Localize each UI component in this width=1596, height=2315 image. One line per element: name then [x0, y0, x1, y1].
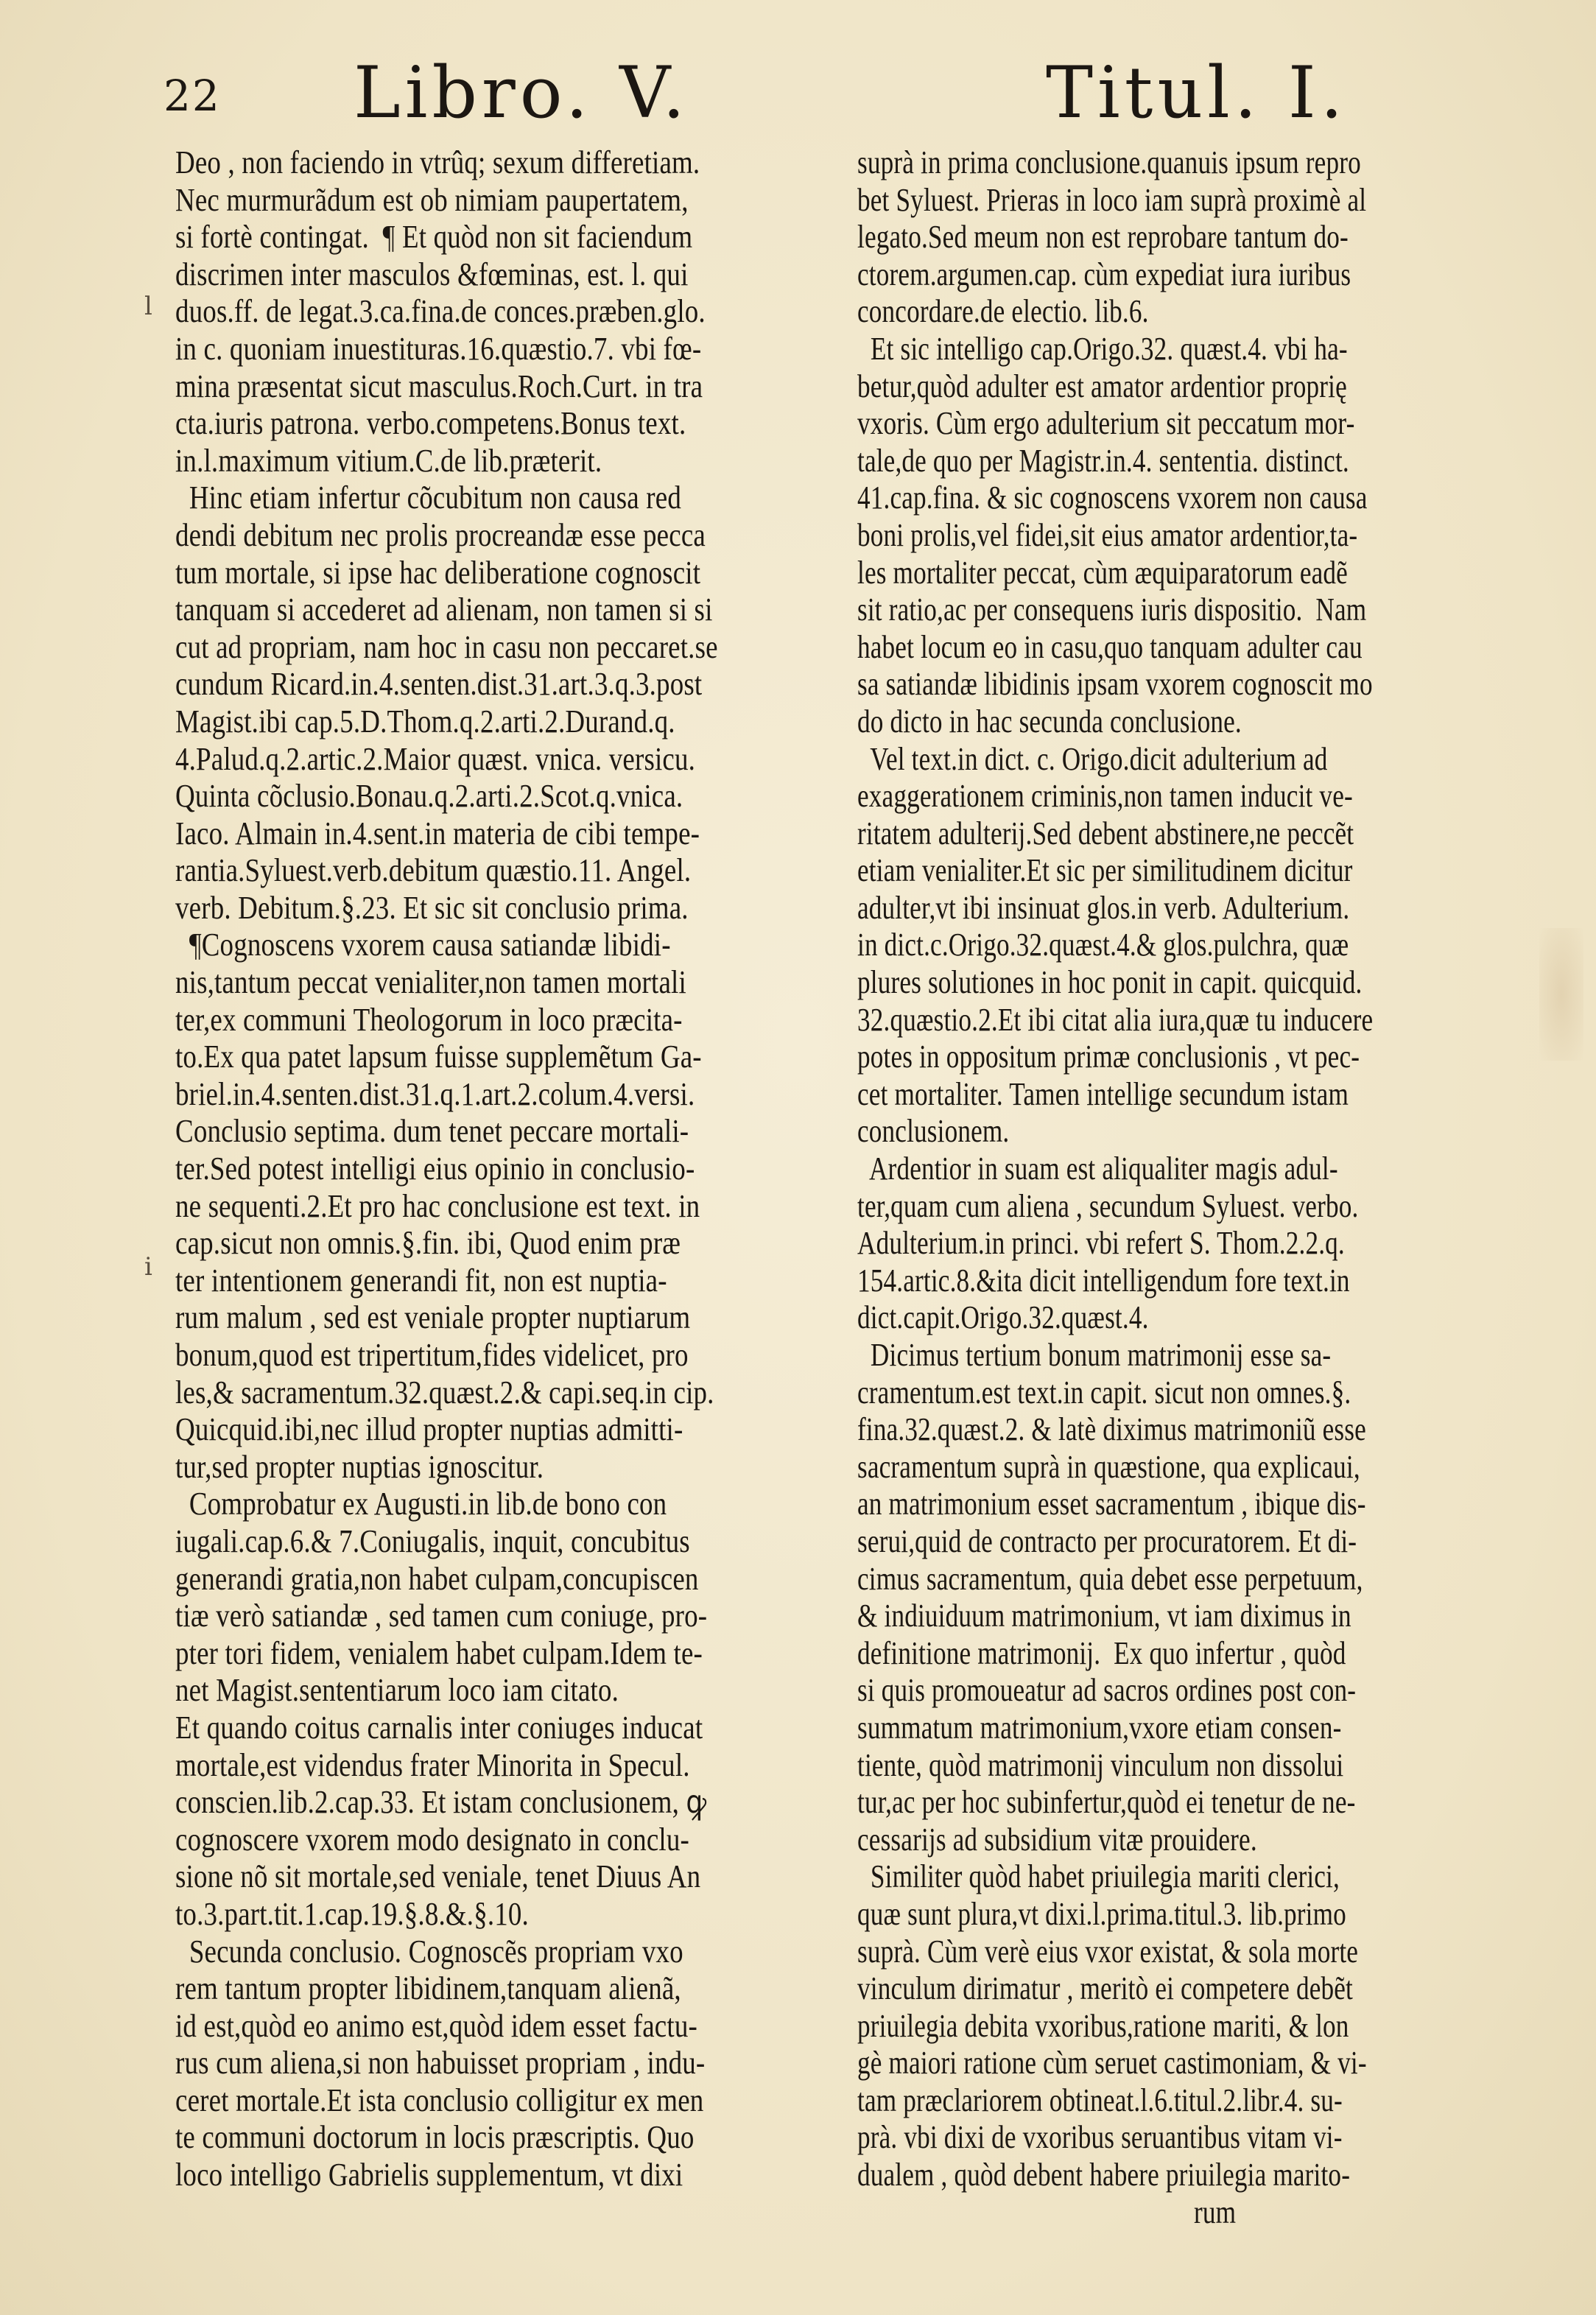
text-line: Conclusio septima. dum tenet peccare mortali-: [175, 1113, 689, 1150]
text-line: ctorem.argumen.cap. cùm expediat iura iuribus: [857, 256, 1351, 292]
text-line: quæ sunt plura,vt dixi.l.prima.titul.3. lib.primo: [857, 1895, 1346, 1932]
text-line: 41.cap.fina. & sic cognoscens vxorem non causa: [857, 479, 1368, 516]
text-line: id est,quòd eo animo est,quòd idem esset factu-: [175, 2007, 697, 2044]
text-line: vxoris. Cùm ergo adulterium sit peccatum mor-: [857, 405, 1355, 442]
text-line: serui,quid de contracto per procuratorem. Et di-: [857, 1522, 1357, 1559]
page-number: 22: [164, 71, 221, 121]
text-line: cundum Ricard.in.4.senten.dist.31.art.3.q.3.post: [175, 666, 703, 703]
text-line: Et quando coitus carnalis inter coniuges inducat: [175, 1709, 703, 1746]
text-line: habet locum eo in casu,quo tanquam adulter cau: [857, 628, 1363, 665]
text-line: cognoscere vxorem modo designato in conclu-: [175, 1821, 689, 1858]
text-line: 4.Palud.q.2.artic.2.Maior quæst. vnica. versicu.: [175, 740, 696, 777]
text-line: pter tori fidem, venialem habet culpam.Idem te-: [175, 1634, 703, 1671]
text-line: cap.sicut non omnis.§.fin. ibi, Quod enim præ: [175, 1225, 681, 1262]
text-line: boni prolis,vel fidei,sit eius amator ardentior,ta-: [857, 516, 1358, 553]
text-line: in c. quoniam inuestituras.16.quæstio.7. vbi fœ-: [175, 330, 702, 367]
text-line: tiæ verò satiandæ , sed tamen cum coniuge, pro-: [175, 1598, 708, 1634]
text-line: cet mortaliter. Tamen intellige secundum istam: [857, 1075, 1349, 1112]
text-line: in dict.c.Origo.32.quæst.4.& glos.pulchra, quæ: [857, 927, 1349, 963]
text-line: potes in oppositum primæ conclusionis , vt pec-: [857, 1039, 1360, 1075]
text-line: si quis promoueatur ad sacros ordines post con-: [857, 1672, 1357, 1709]
text-line: an matrimonium esset sacramentum , ibique dis-: [857, 1486, 1366, 1522]
text-line: rum malum , sed est veniale propter nuptiarum: [175, 1299, 691, 1336]
text-line: conclusionem.: [857, 1113, 1010, 1150]
text-line: legato.Sed meum non est reprobare tantum do-: [857, 219, 1349, 256]
text-line: Comprobatur ex Augusti.in lib.de bono con: [175, 1486, 667, 1522]
text-line: adulter,vt ibi insinuat glos.in verb. Adulterium.: [857, 889, 1350, 926]
text-line: dualem , quòd debent habere priuilegia marito-: [857, 2157, 1351, 2193]
text-line: Deo , non faciendo in vtrûq; sexum differetiam.: [175, 144, 700, 180]
running-header-title: Titul. I.: [1046, 52, 1348, 134]
text-line: Et sic intelligo cap.Origo.32. quæst.4. vbi ha-: [857, 330, 1348, 367]
text-line: gè maiori ratione cùm seruet castimoniam, & vi-: [857, 2045, 1367, 2082]
text-line: to.Ex qua patet lapsum fuisse supplemẽtum Ga-: [175, 1039, 702, 1075]
text-line: Quicquid.ibi,nec illud propter nuptias admitti-: [175, 1411, 683, 1448]
text-line: briel.in.4.senten.dist.31.q.1.art.2.colum.4.versi.: [175, 1075, 695, 1112]
text-line: cta.iuris patrona. verbo.competens.Bonus text.: [175, 405, 686, 442]
text-line: cramentum.est text.in capit. sicut non omnes.§.: [857, 1374, 1351, 1411]
text-line: te communi doctorum in locis præscriptis. Quo: [175, 2119, 695, 2156]
text-line: priuilegia debita vxoribus,ratione mariti, & lon: [857, 2007, 1349, 2044]
text-line: bet Syluest. Prieras in loco iam suprà proximè al: [857, 181, 1367, 218]
text-line: Secunda conclusio. Cognoscẽs propriam vxo: [175, 1933, 683, 1970]
left-text-column: [175, 144, 718, 2194]
text-line: conscien.lib.2.cap.33. Et istam conclusionem, ꝙ: [175, 1784, 707, 1821]
margin-mark: i: [144, 1252, 152, 1282]
text-line: rem tantum propter libidinem,tanquam alienã,: [175, 1970, 681, 2007]
text-line: 154.artic.8.&ita dicit intelligendum fore text.in: [857, 1262, 1350, 1299]
text-line: exaggerationem criminis,non tamen inducit ve-: [857, 778, 1353, 815]
text-line: Ardentior in suam est aliqualiter magis adul-: [857, 1151, 1338, 1187]
text-line: in.l.maximum vitium.C.de lib.præterit.: [175, 442, 602, 479]
text-line: ter,ex communi Theologorum in loco præcita-: [175, 1001, 683, 1038]
text-line: tum mortale, si ipse hac deliberatione cognoscit: [175, 554, 701, 591]
text-line: Similiter quòd habet priuilegia mariti clerici,: [857, 1858, 1340, 1895]
text-line: tur,ac per hoc subinfertur,quòd ei tenetur de ne-: [857, 1784, 1356, 1821]
text-line: Nec murmurãdum est ob nimiam paupertatem,: [175, 181, 689, 218]
paper-stain: [1539, 928, 1583, 1061]
text-line: duos.ff. de legat.3.ca.fina.de conces.præben.glo.: [175, 293, 706, 330]
text-line: Magist.ibi cap.5.D.Thom.q.2.arti.2.Durand.q.: [175, 703, 675, 740]
text-line: net Magist.sententiarum loco iam citato.: [175, 1672, 619, 1709]
text-line: summatum matrimonium,vxore etiam consen-: [857, 1709, 1342, 1746]
text-line: nis,tantum peccat venialiter,non tamen mortali: [175, 964, 686, 1001]
text-line: plures solutiones in hoc ponit in capit. quicquid.: [857, 964, 1363, 1001]
text-line: to.3.part.tit.1.cap.19.§.8.&.§.10.: [175, 1895, 529, 1932]
text-line: tanquam si accederet ad alienam, non tamen si si: [175, 591, 713, 628]
text-line: ter.Sed potest intelligi eius opinio in conclusio-: [175, 1151, 695, 1187]
text-line: ¶Cognoscens vxorem causa satiandæ libidi-: [175, 927, 671, 963]
text-line: rus cum aliena,si non habuisset propriam , indu-: [175, 2045, 706, 2082]
text-line: etiam venialiter.Et sic per similitudinem dicitur: [857, 852, 1353, 889]
text-line: suprà in prima conclusione.quanuis ipsum repro: [857, 144, 1361, 180]
text-line: dict.capit.Origo.32.quæst.4.: [857, 1299, 1149, 1336]
text-line: Hinc etiam infertur cõcubitum non causa red: [175, 479, 681, 516]
text-line: rantia.Syluest.verb.debitum quæstio.11. Angel.: [175, 852, 692, 889]
text-line: mina præsentat sicut masculus.Roch.Curt. in tra: [175, 368, 703, 404]
text-line: Adulterium.in princi. vbi refert S. Thom.2.2.q.: [857, 1225, 1345, 1262]
text-line: tam præclariorem obtineat.l.6.titul.2.libr.4. su-: [857, 2082, 1343, 2118]
text-line: Dicimus tertium bonum matrimonij esse sa-: [857, 1337, 1332, 1373]
text-line: concordare.de electio. lib.6.: [857, 293, 1149, 330]
text-line: Iaco. Almain in.4.sent.in materia de cibi tempe-: [175, 815, 700, 851]
right-text-column: [857, 144, 1373, 2231]
text-line: Quinta cõclusio.Bonau.q.2.arti.2.Scot.q.vnica.: [175, 778, 683, 815]
text-line: mortale,est videndus frater Minorita in Specul.: [175, 1746, 690, 1783]
text-line: sa satiandæ libidinis ipsam vxorem cognoscit mo: [857, 666, 1373, 703]
text-line: dendi debitum nec prolis procreandæ esse pecca: [175, 516, 706, 553]
text-line: & indiuiduum matrimonium, vt iam diximus in: [857, 1598, 1351, 1634]
text-line: ter intentionem generandi fit, non est nuptia-: [175, 1262, 667, 1299]
text-line: tiente, quòd matrimonij vinculum non dissolui: [857, 1746, 1344, 1783]
text-line: bonum,quod est tripertitum,fides videlicet, pro: [175, 1337, 689, 1373]
text-line: cimus sacramentum, quia debet esse perpetuum,: [857, 1560, 1363, 1597]
text-line: tur,sed propter nuptias ignoscitur.: [175, 1448, 544, 1485]
text-line: rum: [857, 2193, 1237, 2230]
text-line: definitione matrimonij. Ex quo infertur , quòd: [857, 1634, 1346, 1671]
text-line: cessarijs ad subsidium vitæ prouidere.: [857, 1821, 1257, 1858]
text-line: ne sequenti.2.Et pro hac conclusione est text. in: [175, 1187, 700, 1224]
text-line: les,& sacramentum.32.quæst.2.& capi.seq.in cip.: [175, 1374, 714, 1411]
text-line: verb. Debitum.§.23. Et sic sit conclusio prima.: [175, 889, 689, 926]
text-line: vinculum dirimatur , meritò ei competere debẽt: [857, 1970, 1353, 2007]
running-header-book: Libro. V.: [354, 52, 689, 134]
text-line: iugali.cap.6.& 7.Coniugalis, inquit, concubitus: [175, 1522, 690, 1559]
text-line: betur,quòd adulter est amator ardentior proprię: [857, 368, 1347, 404]
text-line: ceret mortale.Et ista conclusio colligitur ex men: [175, 2082, 704, 2118]
text-line: Vel text.in dict. c. Origo.dicit adulterium ad: [857, 740, 1328, 777]
text-line: cut ad propriam, nam hoc in casu non peccaret.se: [175, 628, 718, 665]
text-line: fina.32.quæst.2. & latè diximus matrimoniũ esse: [857, 1411, 1366, 1448]
text-line: 32.quæstio.2.Et ibi citat alia iura,quæ tu inducere: [857, 1001, 1374, 1038]
text-line: sione nõ sit mortale,sed veniale, tenet Diuus An: [175, 1858, 701, 1895]
text-line: prà. vbi dixi de vxoribus seruantibus vitam vi-: [857, 2119, 1343, 2156]
text-line: discrimen inter masculos &fœminas, est. l. qui: [175, 256, 689, 292]
text-line: do dicto in hac secunda conclusione.: [857, 703, 1242, 740]
text-line: si fortè contingat. ¶ Et quòd non sit faciendum: [175, 219, 693, 256]
text-line: generandi gratia,non habet culpam,concupiscen: [175, 1560, 699, 1597]
margin-mark: l: [144, 292, 152, 321]
text-line: sit ratio,ac per consequens iuris dispositio. Nam: [857, 591, 1367, 628]
text-line: ritatem adulterij.Sed debent abstinere,ne peccẽt: [857, 815, 1354, 851]
text-line: tale,de quo per Magistr.in.4. sententia. distinct.: [857, 442, 1349, 479]
text-line: sacramentum suprà in quæstione, qua explicaui,: [857, 1448, 1360, 1485]
text-line: les mortaliter peccat, cùm æquiparatorum eadẽ: [857, 554, 1348, 591]
text-line: suprà. Cùm verè eius vxor existat, & sola morte: [857, 1933, 1359, 1970]
text-line: ter,quam cum aliena , secundum Syluest. verbo.: [857, 1187, 1359, 1224]
text-line: loco intelligo Gabrielis supplementum, vt dixi: [175, 2157, 683, 2193]
